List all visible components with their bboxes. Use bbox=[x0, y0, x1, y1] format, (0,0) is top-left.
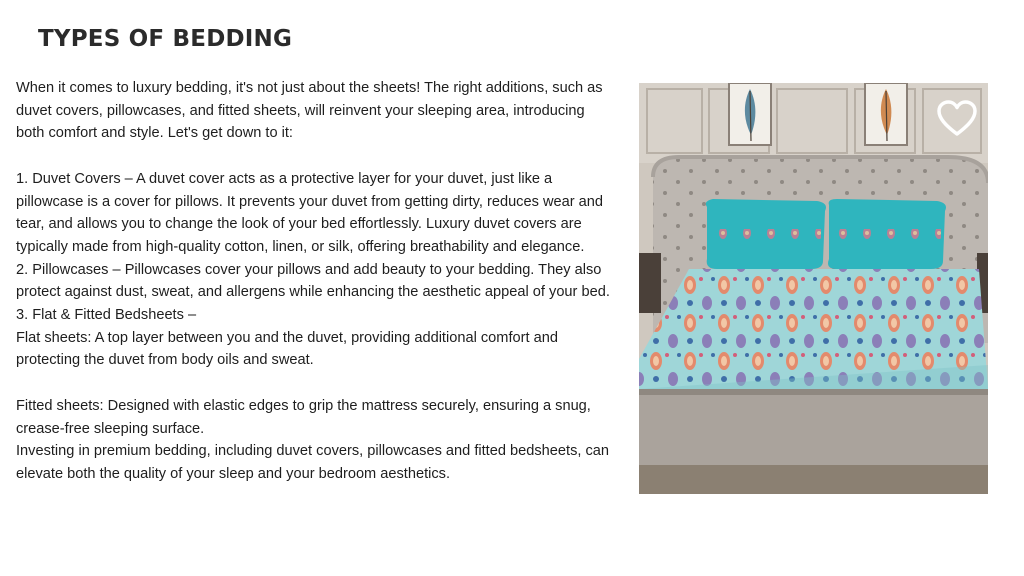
favorite-button[interactable] bbox=[936, 99, 978, 139]
conclusion-paragraph: Investing in premium bedding, including duvet covers, pillowcases and fitted bedsheets, can elevate both the quality of your sleep and your bedroom aesthetics. bbox=[16, 443, 610, 482]
body-text bbox=[16, 77, 616, 486]
page-title: TYPES OF BEDDING bbox=[38, 26, 293, 52]
bedroom-illustration bbox=[639, 83, 988, 494]
spacer bbox=[16, 372, 616, 395]
fitted-sheets-paragraph: Fitted sheets: Designed with elastic edges to grip the mattress securely, ensuring a snug, crease-free sleeping surface. bbox=[16, 397, 591, 437]
spacer bbox=[16, 145, 616, 168]
intro-paragraph: When it comes to luxury bedding, it's not just about the sheets! The right additions, such as duvet covers, pillowcases, and fitted sheets, will reinvent your sleeping area, introducing both comfort and style. Let's get down to it: bbox=[16, 80, 603, 142]
pillowcases-paragraph: 2. Pillowcases – Pillowcases cover your pillows and add beauty to your bedding. They also protect against dust, sweat, and allergens while enhancing the aesthetic appeal of your bed. bbox=[16, 261, 610, 301]
bedding-photo bbox=[639, 83, 988, 494]
duvet-covers-paragraph: 1. Duvet Covers – A duvet cover acts as a protective layer for your duvet, just like a pillowcase is a cover for pillows. It prevents your duvet from getting dirty, reduces wear and tear, and allows you to change the look of your bed effortlessly. Luxury duvet covers are typically made from high-quality cotton, linen, or silk, offering breathability and elegance. bbox=[16, 170, 603, 255]
bedsheets-heading: 3. Flat & Fitted Bedsheets – bbox=[16, 307, 197, 324]
heart-outline-icon bbox=[936, 99, 978, 139]
flat-sheets-paragraph: Flat sheets: A top layer between you and the duvet, providing additional comfort and protecting the duvet from body oils and sweat. bbox=[16, 329, 558, 369]
